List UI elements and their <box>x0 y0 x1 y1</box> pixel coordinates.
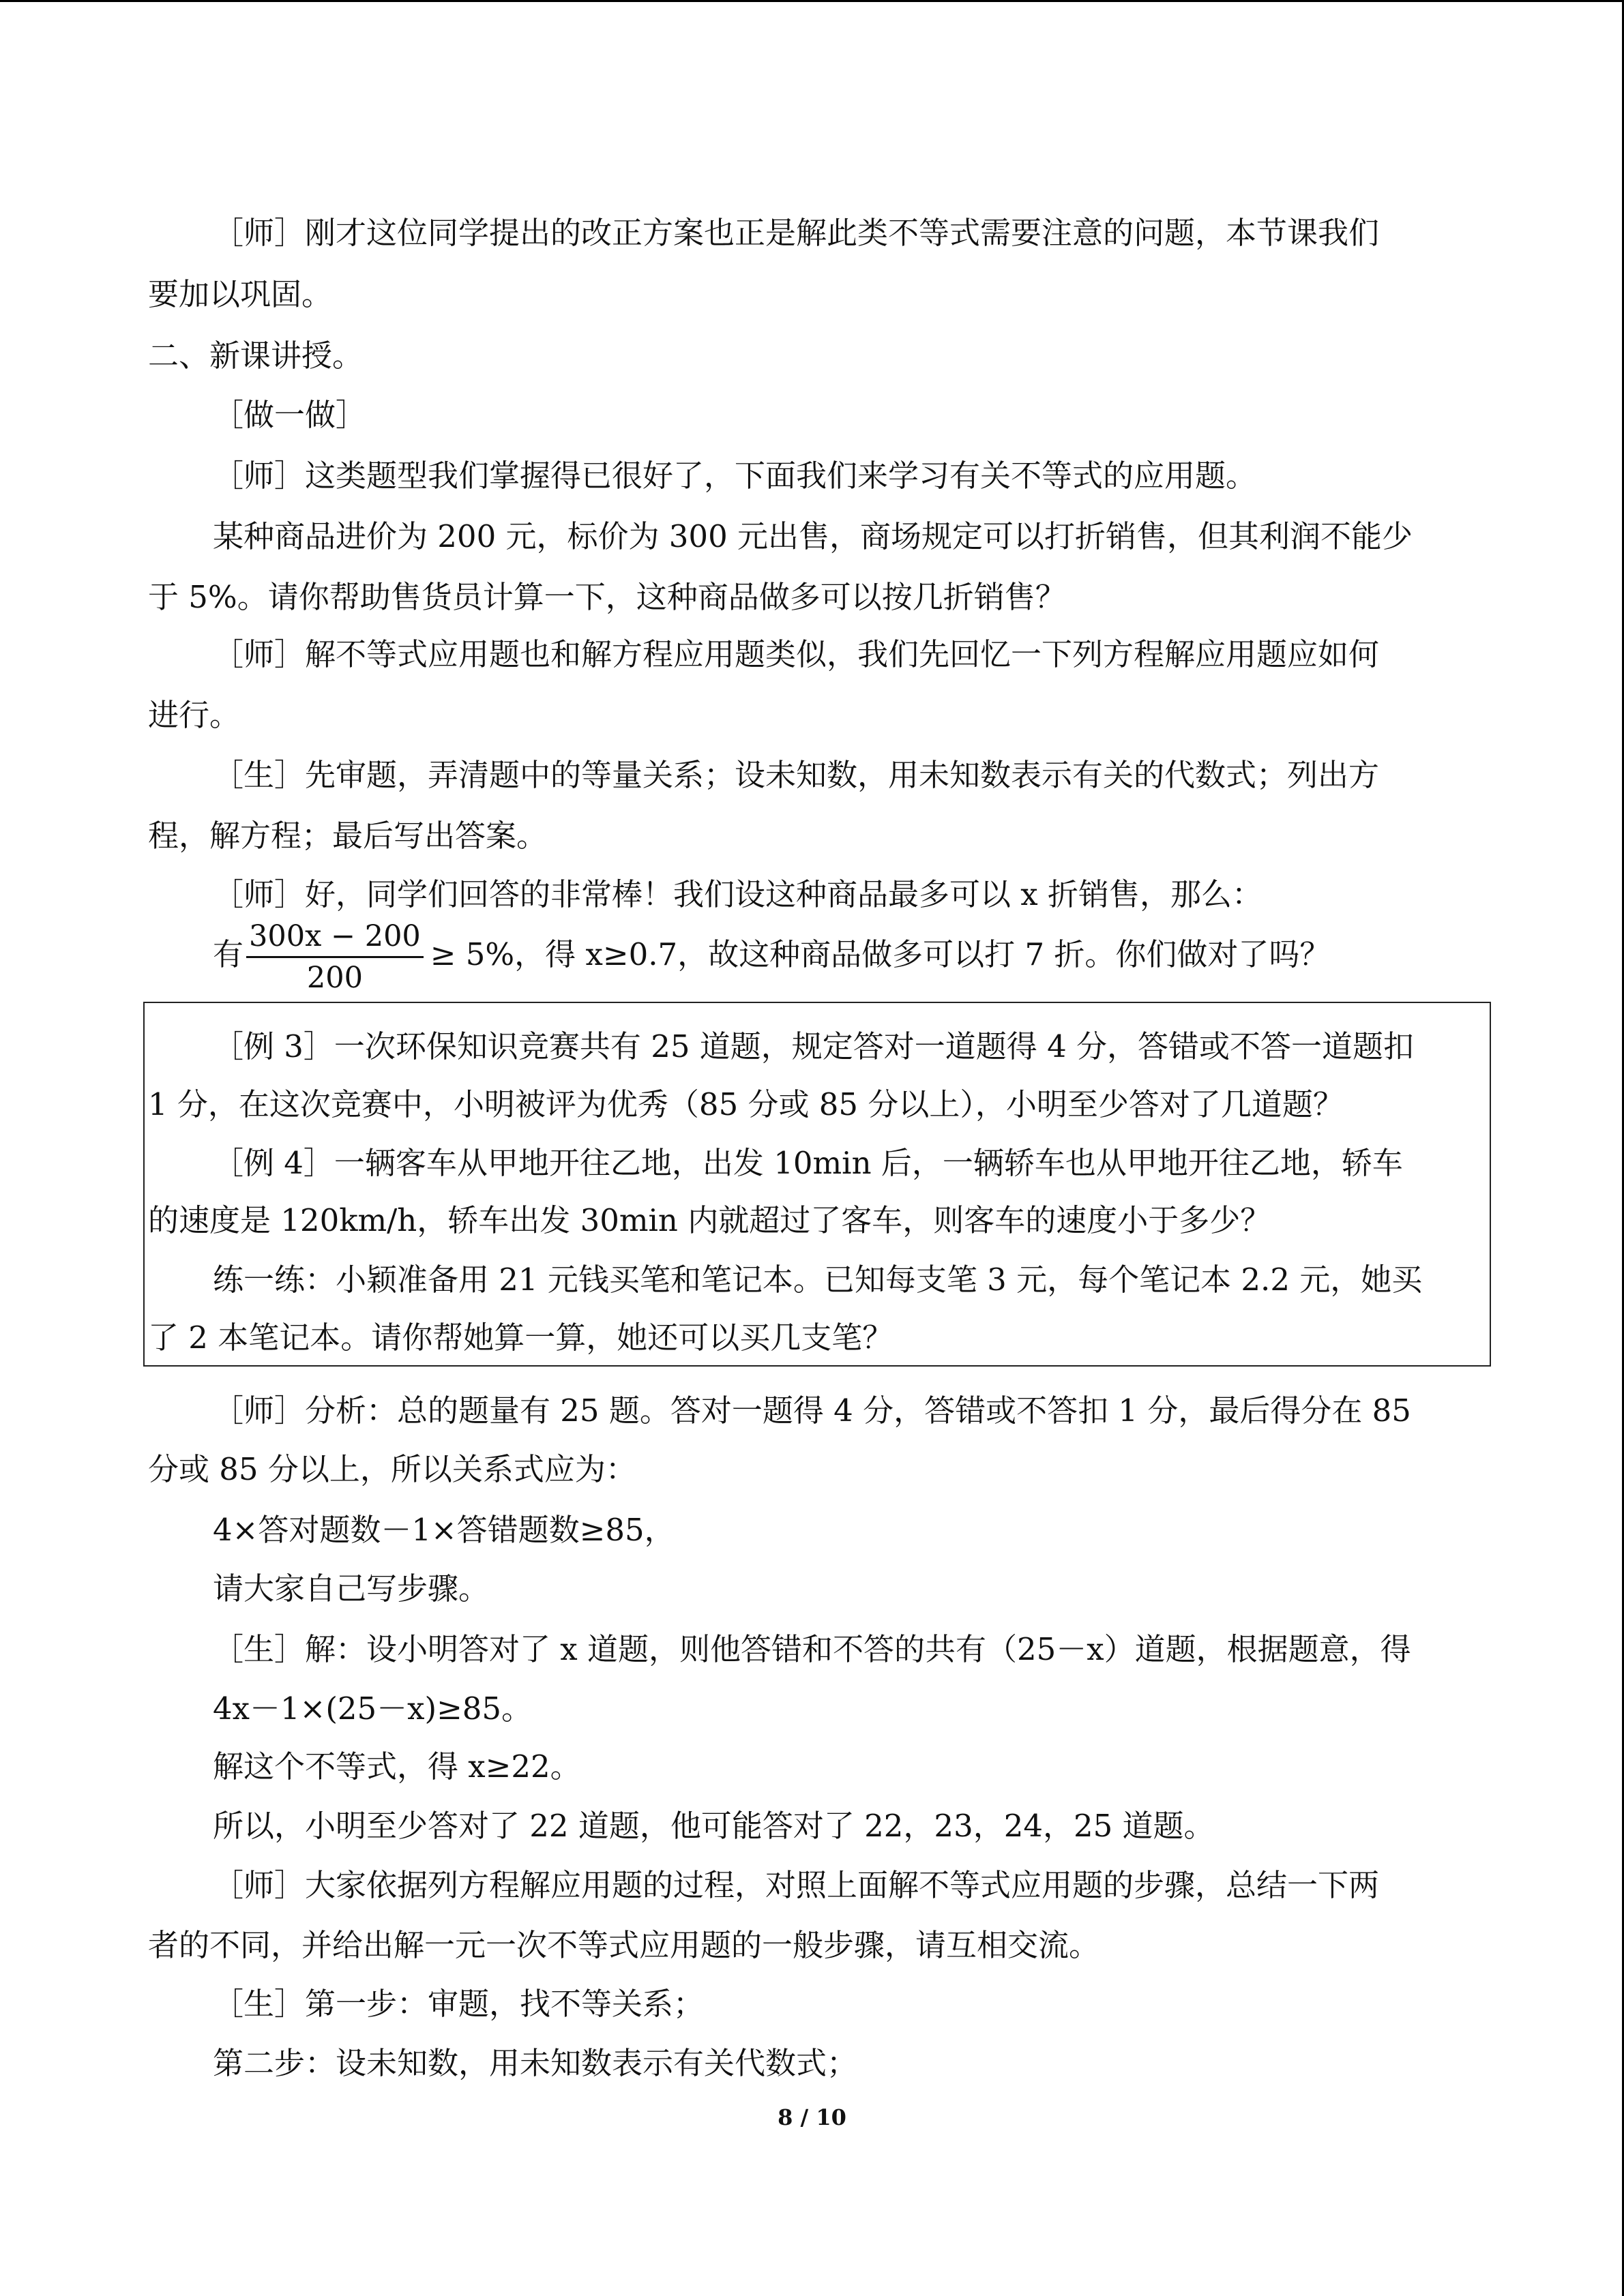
fraction-denominator: 200 <box>306 961 363 995</box>
text-line: 要加以巩固。 <box>148 276 333 312</box>
formula-text: 4×答对题数－1×答错题数≥85， <box>213 1512 675 1548</box>
formula-line <box>213 914 1330 998</box>
text-line: ［师］解不等式应用题也和解方程应用题类似，我们先回忆一下列方程解应用题应如何 <box>213 636 1380 672</box>
text-line: ［师］大家依据列方程解应用题的过程，对照上面解不等式应用题的步骤，总结一下两 <box>213 1867 1380 1903</box>
text-line: ［生］第一步：审题，找不等关系； <box>213 1986 705 2022</box>
text-line: ［师］刚才这位同学提出的改正方案也正是解此类不等式需要注意的问题，本节课我们 <box>213 215 1380 251</box>
text-line: ［师］这类题型我们掌握得已很好了，下面我们来学习有关不等式的应用题。 <box>213 458 1257 494</box>
text-line: 解这个不等式，得 x≥22。 <box>213 1748 581 1785</box>
text-line: 程，解方程；最后写出答案。 <box>148 818 548 854</box>
exercise-text: 了 2 本笔记本。请你帮她算一算，她还可以买几支笔？ <box>148 1320 894 1356</box>
text-line: 所以，小明至少答对了 22 道题，他可能答对了 22，23，24，25 道题。 <box>213 1808 1215 1844</box>
text-line: ［生］先审题，弄清题中的等量关系；设未知数，用未知数表示有关的代数式；列出方 <box>213 757 1380 793</box>
problem-text: 某种商品进价为 200 元，标价为 300 元出售，商场规定可以打折销售，但其利润不能少 <box>213 518 1413 554</box>
formula-text: 4x－1×(25－x)≥85。 <box>213 1690 533 1727</box>
text-line: ［生］解：设小明答对了 x 道题，则他答错和不答的共有（25－x）道题，根据题意，得 <box>213 1631 1411 1667</box>
formula-suffix: ≥ 5%，得 x≥0.7，故这种商品做多可以打 7 折。你们做对了吗？ <box>430 936 1331 972</box>
text-line: ［师］好，同学们回答的非常棒！我们设这种商品最多可以 x 折销售，那么： <box>213 876 1263 912</box>
subsection-label: ［做一做］ <box>213 397 367 433</box>
exercise-text: 练一练：小颖准备用 21 元钱买笔和笔记本。已知每支笔 3 元，每个笔记本 2.2 元，她买 <box>213 1262 1423 1298</box>
page-number: 8 / 10 <box>778 2104 846 2130</box>
text-line: 分或 85 分以上，所以关系式应为： <box>148 1451 636 1487</box>
formula-prefix: 有 <box>213 936 244 972</box>
fraction-numerator: 300x − 200 <box>246 916 424 958</box>
top-border-line <box>0 0 1624 2</box>
text-line: 第二步：设未知数，用未知数表示有关代数式； <box>213 2045 858 2081</box>
example-text: ［例 3］一次环保知识竞赛共有 25 道题，规定答对一道题得 4 分，答错或不答一道题扣 <box>213 1028 1415 1064</box>
text-line: 请大家自己写步骤。 <box>213 1570 490 1607</box>
example-text: 1 分，在这次竞赛中，小明被评为优秀（85 分或 85 分以上），小明至少答对了几道题？ <box>148 1086 1344 1122</box>
text-line: 者的不同，并给出解一元一次不等式应用题的一般步骤，请互相交流。 <box>148 1927 1100 1963</box>
text-line: 进行。 <box>148 697 241 733</box>
problem-text: 于 5%。请你帮助售货员计算一下，这种商品做多可以按几折销售？ <box>148 579 1066 615</box>
text-line: ［师］分析：总的题量有 25 题。答对一题得 4 分，答错或不答扣 1 分，最后得分在 85 <box>213 1392 1411 1429</box>
example-text: ［例 4］一辆客车从甲地开往乙地，出发 10min 后，一辆轿车也从甲地开往乙地，轿车 <box>213 1145 1403 1181</box>
fraction <box>246 916 424 998</box>
section-heading: 二、新课讲授。 <box>148 338 364 374</box>
example-text: 的速度是 120km/h，轿车出发 30min 内就超过了客车，则客车的速度小于多少？ <box>148 1202 1271 1238</box>
